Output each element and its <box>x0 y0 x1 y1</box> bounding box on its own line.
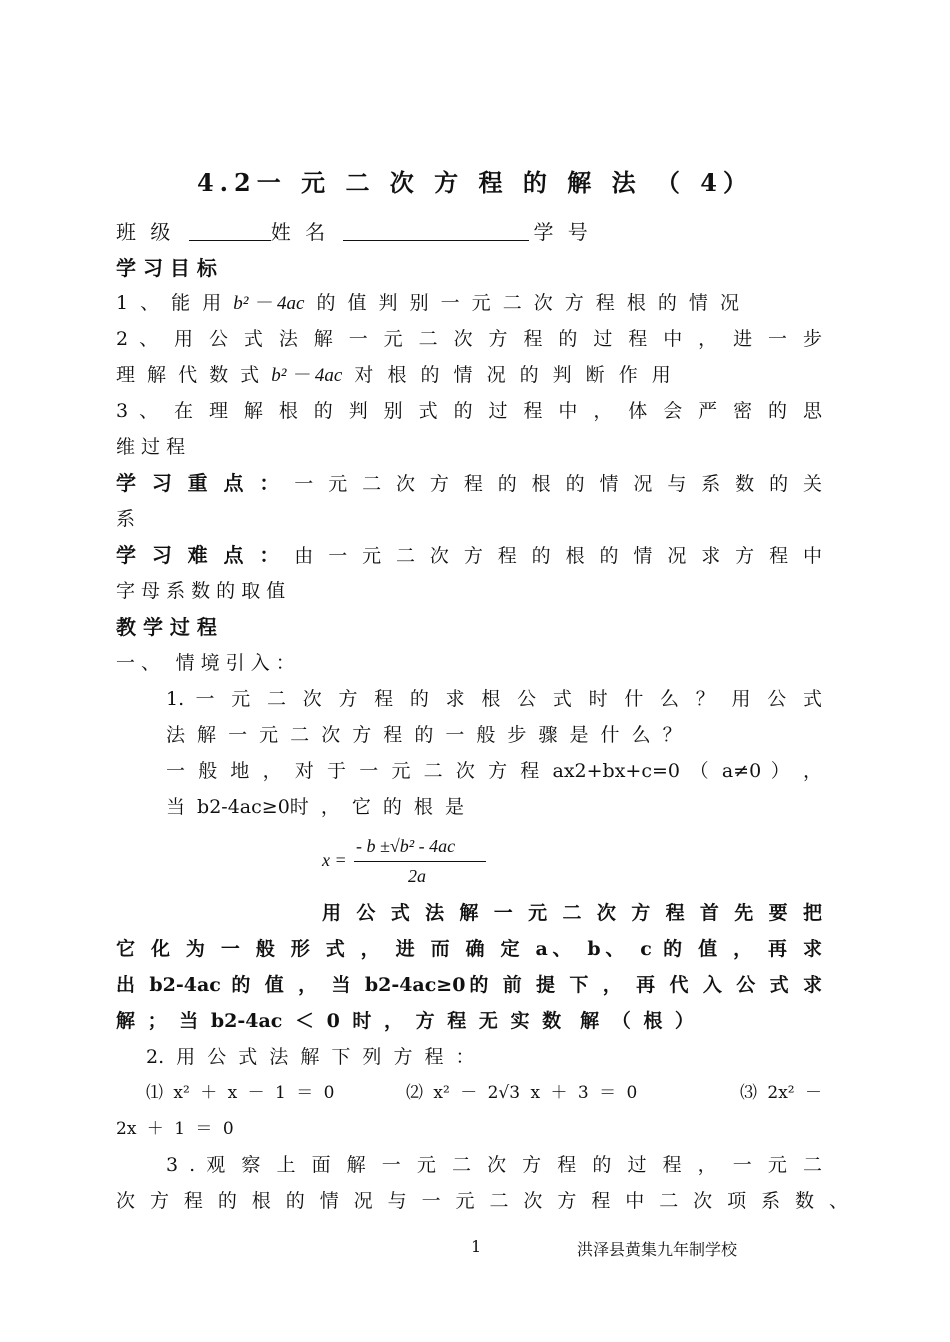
student-info-row <box>116 217 822 247</box>
question-1-line-4: 当 b2-4ac≥0时 ， 它 的 根 是 <box>166 796 464 818</box>
name-blank[interactable] <box>343 218 529 241</box>
key-point-text: 一 元 二 次 方 程 的 根 的 情 况 与 系 数 的 关 <box>294 473 822 495</box>
difficulty-line-1 <box>116 540 822 571</box>
page-title: 4.2一 元 二 次 方 程 的 解 法 （ 4） <box>196 168 753 197</box>
quadratic-formula <box>322 830 492 890</box>
discriminant-expression-2: b² － 4ac <box>271 365 343 386</box>
equation-2: ⑵ x² － 2√3 x ＋ 3 ＝ 0 <box>406 1083 638 1103</box>
equation-3-continued: 2x ＋ 1 ＝ 0 <box>116 1119 234 1139</box>
page-number: 1 <box>471 1237 482 1256</box>
summary-line-3: 出 b2-4ac 的 值 ， 当 b2-4ac≥0的 前 提 下 ， 再 代 入 公 式 求 <box>116 974 822 996</box>
question-2: 2. 用 公 式 法 解 下 列 方 程 ： <box>146 1046 475 1068</box>
difficulty-label: 学 习 难 点 ： <box>116 543 284 567</box>
question-1-line-3: 一 般 地 ， 对 于 一 元 二 次 方 程 ax2+bx+c=0 （ a≠0 ） ， <box>166 760 822 782</box>
summary-line-1: 用 公 式 法 解 一 元 二 次 方 程 首 先 要 把 <box>322 902 822 924</box>
objectives-heading: 学 习 目 标 <box>116 256 217 280</box>
question-1-line-1: 1. 一 元 二 次 方 程 的 求 根 公 式 时 什 么 ？ 用 公 式 <box>166 688 822 710</box>
discriminant-expression: b² － 4ac <box>233 293 305 314</box>
key-point-line-1 <box>116 468 822 499</box>
objective-2-line-2 <box>116 360 716 391</box>
objective-3-line-2: 维 过 程 <box>116 436 186 458</box>
objective-1 <box>116 288 786 319</box>
school-name: 洪泽县黄集九年制学校 <box>577 1240 738 1259</box>
objective-2-prefix: 理 解 代 数 式 <box>116 364 260 386</box>
difficulty-line-2: 字 母 系 数 的 取 值 <box>116 580 286 602</box>
objective-2-suffix: 对 根 的 情 况 的 判 断 作 用 <box>354 364 671 386</box>
objective-1-prefix: 1 、 能 用 <box>116 292 222 314</box>
section-1-heading: 一 、 情 境 引 入 ： <box>116 652 295 674</box>
fraction-bar <box>354 861 486 862</box>
key-point-line-2: 系 <box>116 508 136 530</box>
name-label: 姓 名 <box>270 220 330 244</box>
summary-line-4: 解 ； 当 b2-4ac ＜ 0 时 ， 方 程 无 实 数 解 （ 根 ） <box>116 1010 694 1032</box>
difficulty-text: 由 一 元 二 次 方 程 的 根 的 情 况 求 方 程 中 <box>294 545 822 567</box>
formula-lhs: x = <box>322 850 347 870</box>
formula-numerator: - b ±√b² - 4ac <box>356 836 456 856</box>
question-3-line-2: 次 方 程 的 根 的 情 况 与 一 元 二 次 方 程 中 二 次 项 系 数 、 <box>116 1190 848 1212</box>
class-blank[interactable] <box>189 218 271 241</box>
objective-2-line-1: 2 、 用 公 式 法 解 一 元 二 次 方 程 的 过 程 中 ， 进 一 步 <box>116 328 822 350</box>
key-point-label: 学 习 重 点 ： <box>116 471 284 495</box>
equation-1: ⑴ x² ＋ x － 1 ＝ 0 <box>146 1083 335 1103</box>
process-heading: 教 学 过 程 <box>116 615 217 639</box>
number-label: 学 号 <box>533 220 592 244</box>
class-label: 班 级 <box>116 220 175 244</box>
objective-1-suffix: 的 值 判 别 一 元 二 次 方 程 根 的 情 况 <box>316 292 739 314</box>
formula-denominator: 2a <box>408 866 426 886</box>
equation-3: ⑶ 2x² － <box>739 1083 822 1103</box>
question-1-line-2: 法 解 一 元 二 次 方 程 的 一 般 步 骤 是 什 么 ？ <box>166 724 682 746</box>
objective-3-line-1: 3 、 在 理 解 根 的 判 别 式 的 过 程 中 ， 体 会 严 密 的 思 <box>116 400 822 422</box>
summary-line-2: 它 化 为 一 般 形 式 ， 进 而 确 定 a、 b、 c 的 值 ， 再 求 <box>116 938 822 960</box>
question-3-line-1: 3 . 观 察 上 面 解 一 元 二 次 方 程 的 过 程 ， 一 元 二 <box>166 1154 822 1176</box>
